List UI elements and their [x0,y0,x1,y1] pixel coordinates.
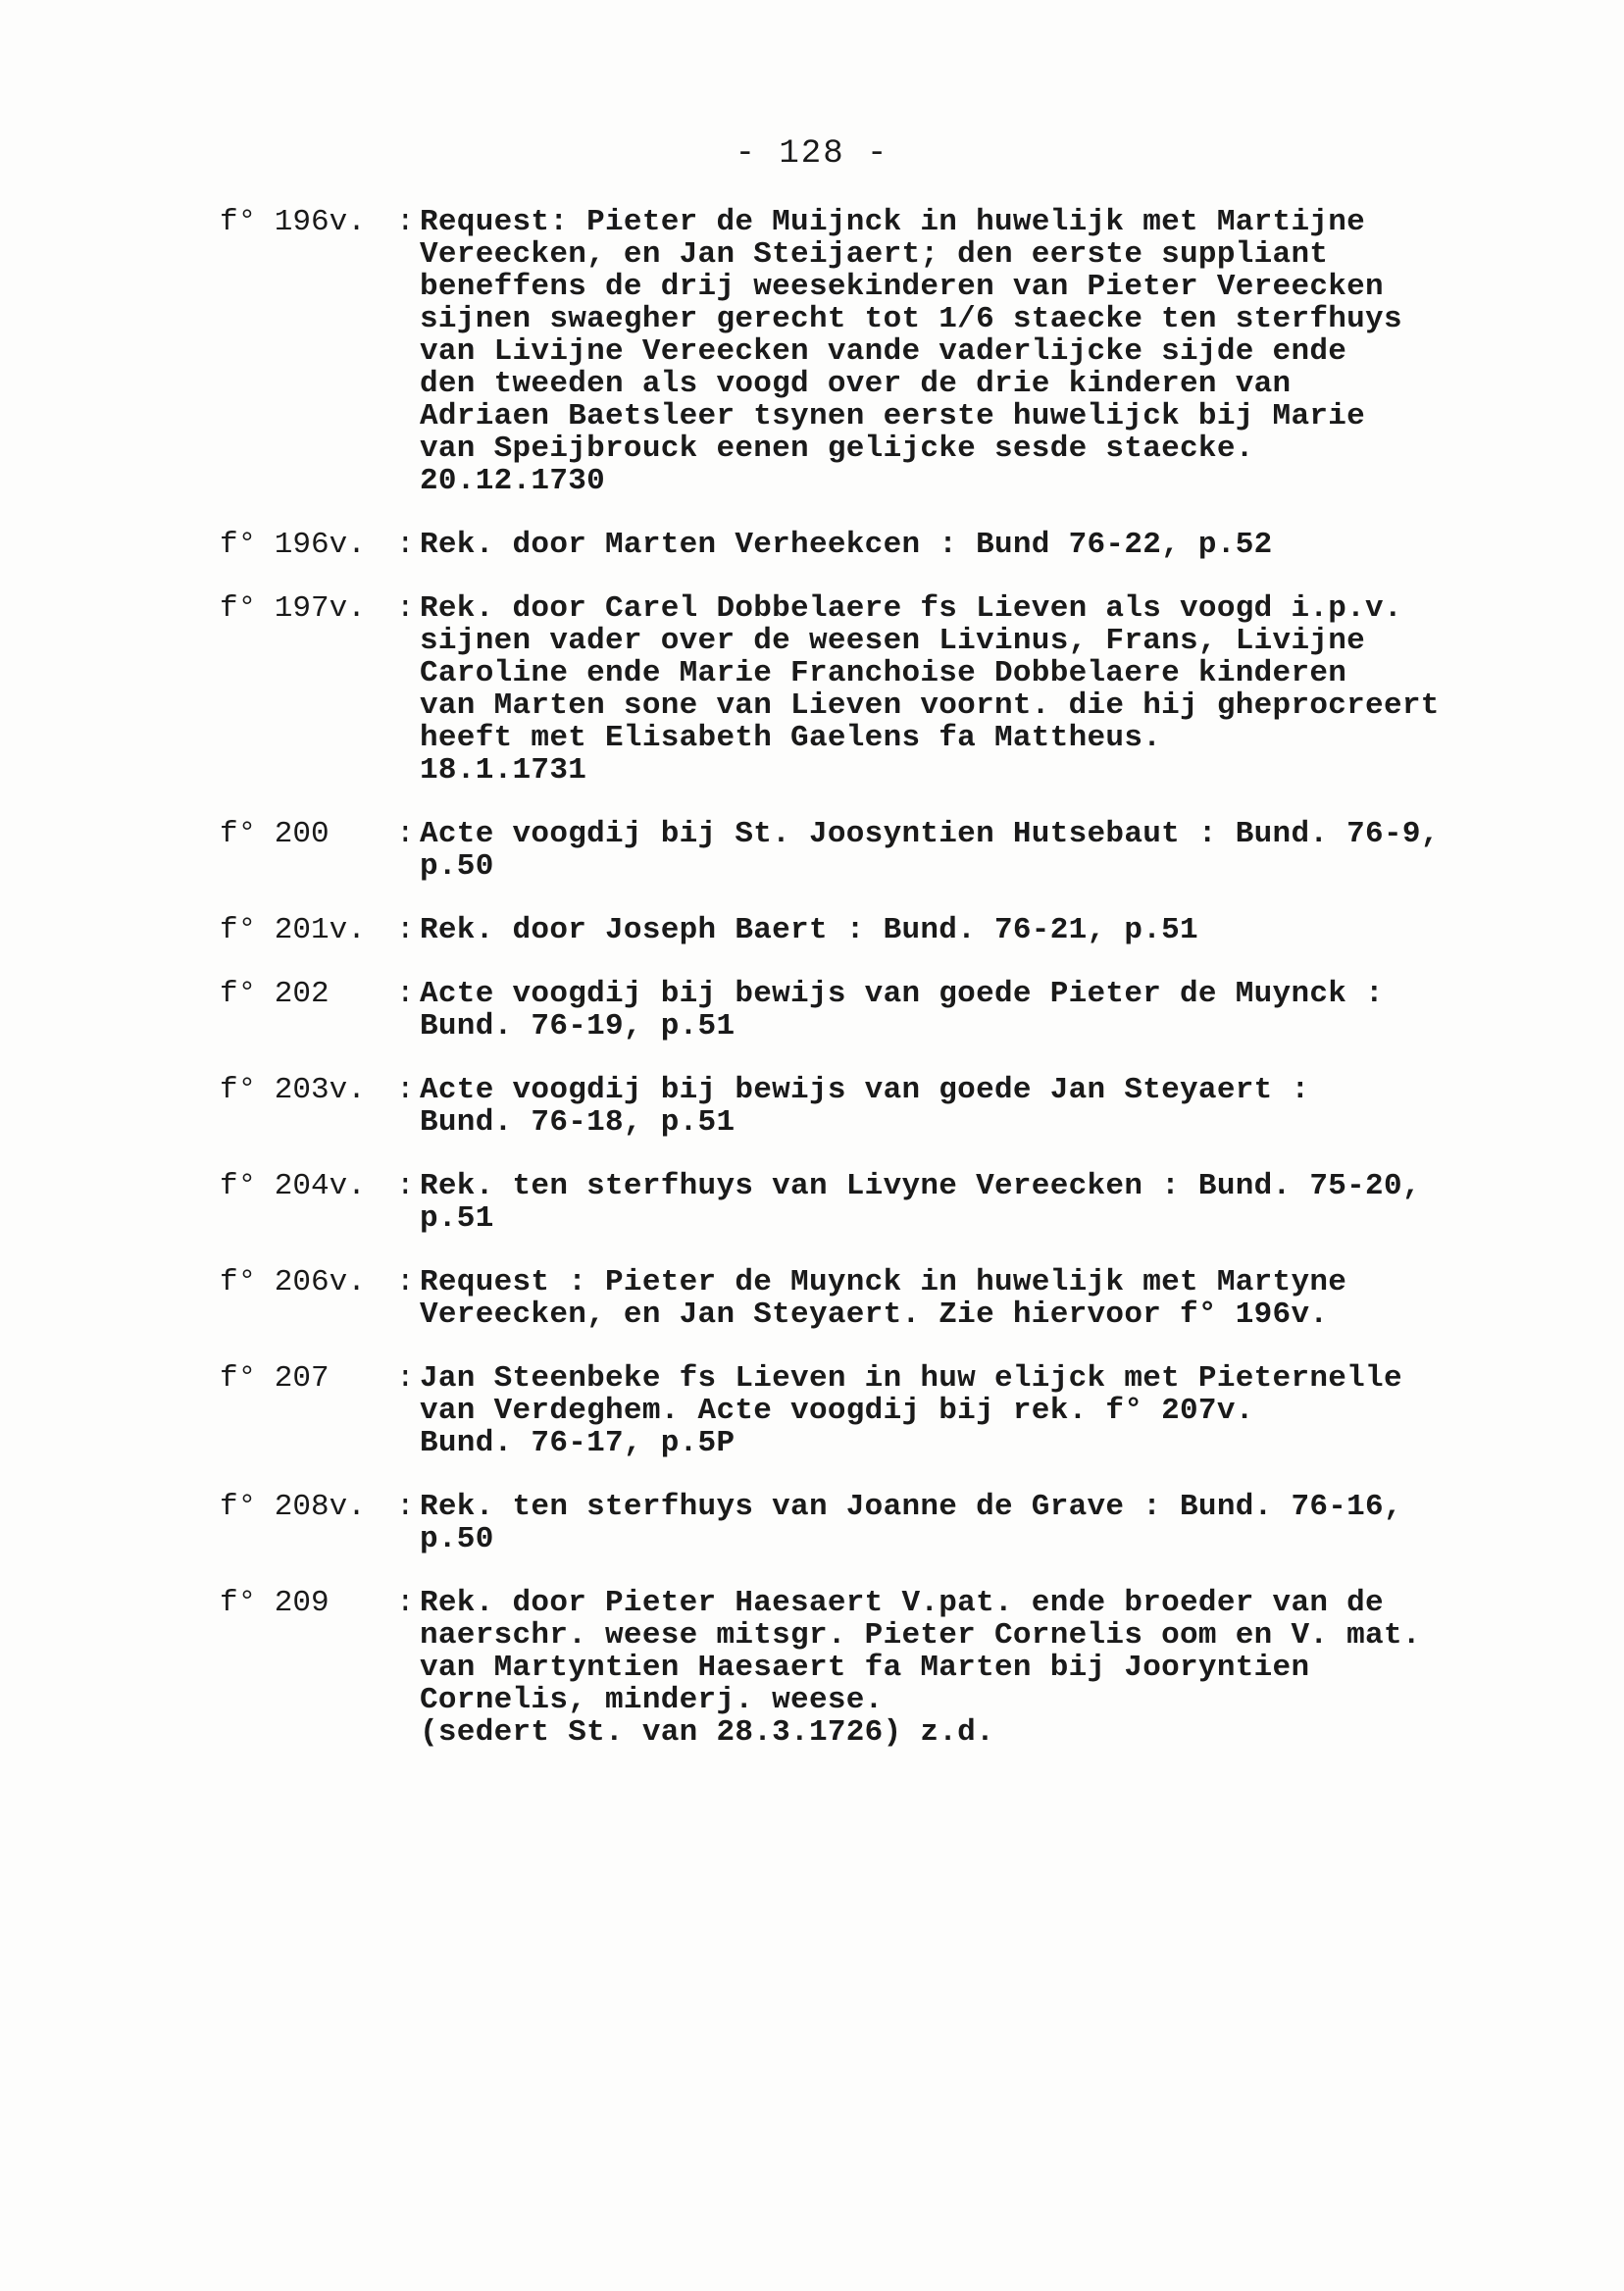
entry [220,818,1495,883]
entry [220,1266,1495,1331]
page-number: - 128 - [735,135,889,173]
entry-text: Jan Steenbeke fs Lieven in huw elijck met Pieternelle van Verdeghem. Acte voogdij bij rek. f° 207v. Bund. 76-17, p.5P [420,1361,1402,1460]
folio-ref: f° 208v. [220,1490,366,1524]
separator: : [396,1073,415,1107]
folio-ref: f° 207 [220,1361,330,1396]
separator: : [396,205,415,239]
folio-ref: f° 196v. [220,528,366,562]
entry [220,1491,1495,1555]
separator: : [396,913,415,947]
entry [220,914,1495,946]
entry-text: Acte voogdij bij bewijs van goede Pieter de Muynck : Bund. 76-19, p.51 [420,977,1384,1044]
folio-ref: f° 202 [220,977,330,1011]
entry-text: Rek. door Marten Verheekcen : Bund 76-22, p.52 [420,528,1273,562]
separator: : [396,817,415,851]
entry-text: Acte voogdij bij St. Joosyntien Hutsebaut : Bund. 76-9, p.50 [420,817,1440,884]
entry-text: Rek. ten sterfhuys van Livyne Vereecken : Bund. 75-20, p.51 [420,1169,1421,1236]
separator: : [396,528,415,562]
entry [220,206,1495,497]
folio-ref: f° 201v. [220,913,366,947]
entry-text: Rek. door Joseph Baert : Bund. 76-21, p.51 [420,913,1198,947]
entry-text: Rek. door Pieter Haesaert V.pat. ende broeder van de naerschr. weese mitsgr. Pieter Cornelis oom en V. mat. van Martyntien Haesaert fa Marten bij Jooryntien Cornelis, minderj. weese. (sedert St. van 28.3.1726) z.d. [420,1586,1421,1750]
separator: : [396,1169,415,1203]
entry [220,1587,1495,1749]
entry-text: Request : Pieter de Muynck in huwelijk met Martyne Vereecken, en Jan Steyaert. Zie hiervoor f° 196v. [420,1265,1347,1332]
entry [220,529,1495,561]
folio-ref: f° 209 [220,1586,330,1620]
folio-ref: f° 203v. [220,1073,366,1107]
entry [220,1362,1495,1459]
entry [220,1074,1495,1139]
separator: : [396,1490,415,1524]
separator: : [396,591,415,626]
entry-text: Acte voogdij bij bewijs van goede Jan Steyaert : Bund. 76-18, p.51 [420,1073,1310,1140]
separator: : [396,1265,415,1299]
entry [220,1170,1495,1235]
separator: : [396,1361,415,1396]
folio-ref: f° 196v. [220,205,366,239]
entry-text: Rek. door Carel Dobbelaere fs Lieven als voogd i.p.v. sijnen vader over de weesen Livinus, Frans, Livijne Caroline ende Marie Franchoise Dobbelaere kinderen van Marten sone van Lieven voornt. die hij gheprocreert heeft met Elisabeth Gaelens fa Mattheus. 18.1.1731 [420,591,1440,788]
separator: : [396,1586,415,1620]
folio-ref: f° 204v. [220,1169,366,1203]
folio-ref: f° 197v. [220,591,366,626]
entry [220,592,1495,787]
entry [220,978,1495,1043]
folio-ref: f° 200 [220,817,330,851]
entry-text: Rek. ten sterfhuys van Joanne de Grave : Bund. 76-16, p.50 [420,1490,1402,1556]
entry-list [220,206,1495,1780]
folio-ref: f° 206v. [220,1265,366,1299]
separator: : [396,977,415,1011]
entry-text: Request: Pieter de Muijnck in huwelijk met Martijne Vereecken, en Jan Steijaert; den eerste suppliant beneffens de drij weesekinderen van Pieter Vereecken sijnen swaegher gerecht tot 1/6 staecke ten sterfhuys van Livijne Vereecken vande vaderlijcke sijde ende den tweeden als voogd over de drie kinderen van Adriaen Baetsleer tsynen eerste huwelijck bij Marie van Speijbrouck eenen gelijcke sesde staecke. 20.12.1730 [420,205,1402,498]
